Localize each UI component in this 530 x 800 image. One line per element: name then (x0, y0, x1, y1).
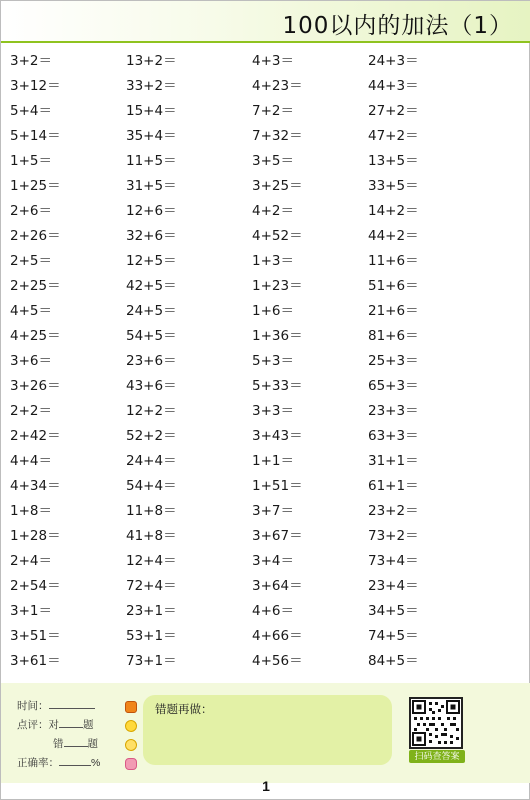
problem-item: 1+1＝ (252, 453, 294, 469)
problem-item: 3+12＝ (10, 78, 61, 94)
problem-item: 53+1＝ (126, 628, 177, 644)
problem-item: 5+4＝ (10, 103, 52, 119)
problem-item: 15+4＝ (126, 103, 177, 119)
problem-item: 1+23＝ (252, 278, 303, 294)
problem-item: 42+5＝ (126, 278, 177, 294)
problem-item: 1+6＝ (252, 303, 294, 319)
correct-row (17, 716, 137, 735)
smile-icon (125, 720, 137, 732)
problem-item: 33+2＝ (126, 78, 177, 94)
problem-item: 5+3＝ (252, 353, 294, 369)
problem-item: 4+66＝ (252, 628, 303, 644)
problem-item: 3+5＝ (252, 153, 294, 169)
problem-item: 2+42＝ (10, 428, 61, 444)
redo-label: 错题再做： (155, 704, 213, 716)
problem-item: 4+3＝ (252, 53, 294, 69)
problem-item: 54+4＝ (126, 478, 177, 494)
time-blank[interactable] (49, 698, 95, 709)
problem-item: 34+5＝ (368, 603, 419, 619)
accuracy-row (17, 754, 137, 773)
problem-item: 4+25＝ (10, 328, 61, 344)
problem-item: 5+14＝ (10, 128, 61, 144)
problem-item: 23+3＝ (368, 403, 419, 419)
problem-item: 3+3＝ (252, 403, 294, 419)
problem-item: 4+6＝ (252, 603, 294, 619)
problem-item: 11+5＝ (126, 153, 177, 169)
problem-column-4 (368, 51, 488, 676)
problem-item: 13+2＝ (126, 53, 177, 69)
problem-item: 3+1＝ (10, 603, 52, 619)
problem-item: 12+4＝ (126, 553, 177, 569)
problem-column-1 (10, 51, 130, 676)
footer-panel (1, 683, 530, 783)
problem-item: 1+25＝ (10, 178, 61, 194)
problem-item: 23+6＝ (126, 353, 177, 369)
percent-sign: % (91, 757, 101, 769)
problem-item: 1+36＝ (252, 328, 303, 344)
problem-item: 41+8＝ (126, 528, 177, 544)
header-divider (1, 41, 530, 43)
review-label: 点评：对 (17, 719, 59, 731)
problem-item: 23+4＝ (368, 578, 419, 594)
problem-item: 72+4＝ (126, 578, 177, 594)
problem-item: 44+3＝ (368, 78, 419, 94)
problem-item: 24+4＝ (126, 453, 177, 469)
problem-item: 3+25＝ (252, 178, 303, 194)
problem-item: 51+6＝ (368, 278, 419, 294)
problem-item: 61+1＝ (368, 478, 419, 494)
problem-item: 1+8＝ (10, 503, 52, 519)
problem-item: 1+3＝ (252, 253, 294, 269)
problem-item: 84+5＝ (368, 653, 419, 669)
problem-item: 23+2＝ (368, 503, 419, 519)
problem-item: 4+5＝ (10, 303, 52, 319)
problem-item: 3+43＝ (252, 428, 303, 444)
problem-item: 1+51＝ (252, 478, 303, 494)
problem-item: 2+54＝ (10, 578, 61, 594)
neutral-face-icon (125, 739, 137, 751)
wrong-suffix: 题 (87, 738, 98, 750)
problem-item: 31+5＝ (126, 178, 177, 194)
problem-item: 47+2＝ (368, 128, 419, 144)
accuracy-label: 正确率： (17, 757, 59, 769)
wrong-label: 错 (53, 738, 64, 750)
problem-column-2 (126, 51, 246, 676)
correct-count-blank[interactable] (59, 717, 83, 728)
problem-item: 1+5＝ (10, 153, 52, 169)
problem-item: 74+5＝ (368, 628, 419, 644)
wrong-row (17, 735, 137, 754)
problem-item: 2+2＝ (10, 403, 52, 419)
problem-grid (1, 51, 530, 676)
rabbit-icon (125, 758, 137, 770)
problem-item: 2+4＝ (10, 553, 52, 569)
header-bar (1, 1, 530, 41)
problem-item: 44+2＝ (368, 228, 419, 244)
time-row (17, 697, 137, 716)
problem-item: 4+52＝ (252, 228, 303, 244)
problem-item: 81+6＝ (368, 328, 419, 344)
problem-item: 7+32＝ (252, 128, 303, 144)
problem-item: 11+6＝ (368, 253, 419, 269)
problem-item: 1+28＝ (10, 528, 61, 544)
problem-item: 27+2＝ (368, 103, 419, 119)
problem-item: 13+5＝ (368, 153, 419, 169)
problem-item: 31+1＝ (368, 453, 419, 469)
time-label: 时间： (17, 700, 49, 712)
problem-item: 73+2＝ (368, 528, 419, 544)
problem-item: 4+23＝ (252, 78, 303, 94)
problem-item: 3+64＝ (252, 578, 303, 594)
problem-item: 3+6＝ (10, 353, 52, 369)
qr-code-icon[interactable] (409, 697, 463, 749)
clock-icon (125, 701, 137, 713)
problem-item: 12+2＝ (126, 403, 177, 419)
problem-item: 2+5＝ (10, 253, 52, 269)
problem-item: 65+3＝ (368, 378, 419, 394)
problem-item: 54+5＝ (126, 328, 177, 344)
problem-item: 4+4＝ (10, 453, 52, 469)
problem-item: 23+1＝ (126, 603, 177, 619)
correct-suffix: 题 (83, 719, 94, 731)
problem-item: 3+4＝ (252, 553, 294, 569)
problem-item: 3+2＝ (10, 53, 52, 69)
accuracy-blank[interactable] (59, 755, 91, 766)
problem-item: 63+3＝ (368, 428, 419, 444)
page-title: 100以内的加法（1） (282, 13, 513, 39)
problem-item: 7+2＝ (252, 103, 294, 119)
problem-item: 43+6＝ (126, 378, 177, 394)
wrong-count-blank[interactable] (64, 736, 88, 747)
problem-item: 3+51＝ (10, 628, 61, 644)
page-number: 1 (262, 778, 270, 794)
qr-caption: 扫码查答案 (409, 750, 465, 763)
problem-item: 35+4＝ (126, 128, 177, 144)
problem-item: 21+6＝ (368, 303, 419, 319)
problem-item: 73+1＝ (126, 653, 177, 669)
qr-block[interactable] (409, 697, 465, 763)
problem-item: 4+56＝ (252, 653, 303, 669)
problem-item: 2+6＝ (10, 203, 52, 219)
problem-item: 14+2＝ (368, 203, 419, 219)
problem-item: 33+5＝ (368, 178, 419, 194)
problem-item: 3+7＝ (252, 503, 294, 519)
problem-item: 24+5＝ (126, 303, 177, 319)
problem-item: 32+6＝ (126, 228, 177, 244)
problem-item: 12+5＝ (126, 253, 177, 269)
problem-item: 3+61＝ (10, 653, 61, 669)
problem-item: 4+2＝ (252, 203, 294, 219)
problem-column-3 (252, 51, 372, 676)
redo-box[interactable] (143, 695, 392, 765)
problem-item: 11+8＝ (126, 503, 177, 519)
problem-item: 52+2＝ (126, 428, 177, 444)
problem-item: 5+33＝ (252, 378, 303, 394)
problem-item: 4+34＝ (10, 478, 61, 494)
problem-item: 3+67＝ (252, 528, 303, 544)
problem-item: 12+6＝ (126, 203, 177, 219)
problem-item: 2+26＝ (10, 228, 61, 244)
score-panel (17, 697, 137, 773)
problem-item: 3+26＝ (10, 378, 61, 394)
problem-item: 2+25＝ (10, 278, 61, 294)
problem-item: 73+4＝ (368, 553, 419, 569)
problem-item: 25+3＝ (368, 353, 419, 369)
problem-item: 24+3＝ (368, 53, 419, 69)
